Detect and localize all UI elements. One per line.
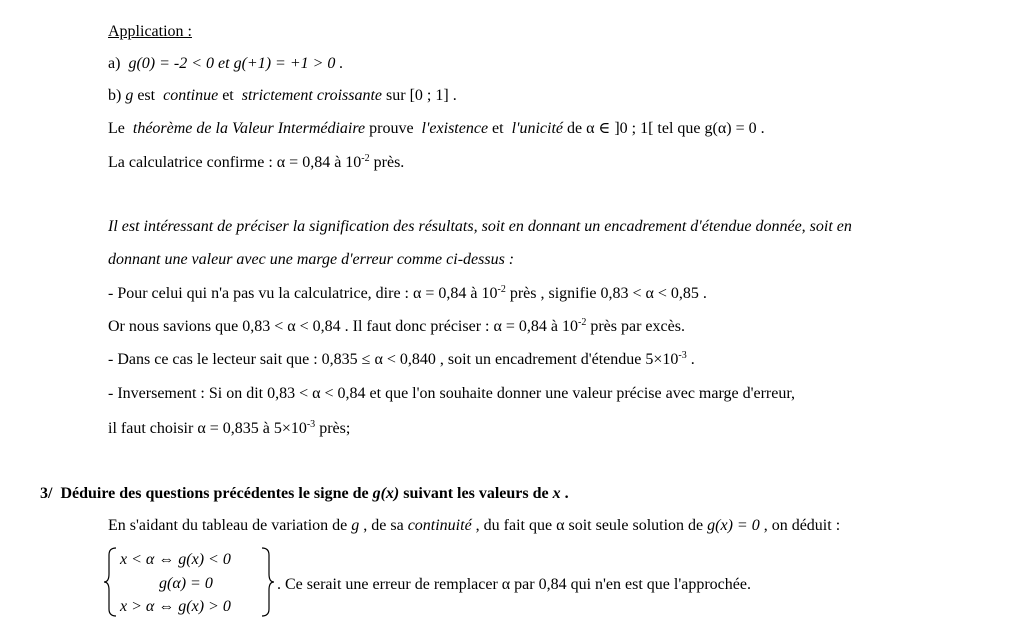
question-number: 3/ [40, 485, 53, 502]
item-b-g: g [125, 87, 134, 104]
deduce-continuite: continuité [407, 517, 472, 534]
commentary-line-2: donnant une valeur avec une marge d'erreur comme ci-dessus : [108, 251, 515, 268]
item-b-et: et [218, 87, 238, 104]
item-b-est: est [133, 87, 160, 104]
dans-line [108, 350, 695, 370]
commentary-line-1: Il est intéressant de préciser la signification des résultats, soit en donnant un encadrement d'étendue donnée, soit en [108, 218, 852, 235]
question-text-c: . [560, 485, 569, 502]
tvi-unicite: l'unicité [511, 120, 563, 137]
or-exponent: -2 [577, 317, 587, 328]
or-after: près par excès. [586, 318, 685, 335]
tvi-et: et [488, 120, 508, 137]
right-brace [262, 548, 274, 616]
tvi-rest: de α ∈ ]0 ; 1[ tel que g(α) = 0 . [563, 120, 765, 137]
tvi-theoreme: théorème de la Valeur Intermédiaire [132, 120, 366, 137]
choisir-exponent: -3 [306, 419, 316, 430]
dans-after: . [686, 351, 695, 368]
system-line-3: x > α ⇔ g(x) > 0 [120, 598, 231, 615]
tvi-le: Le [108, 120, 129, 137]
dans-text: - Dans ce cas le lecteur sait que : 0,835 ≤ α < 0,840 , soit un encadrement d'étendue 5×10 [108, 351, 679, 368]
tvi-line [108, 119, 765, 139]
question-text-b: suivant les valeurs de [399, 485, 553, 502]
deduce-gx: g(x) = 0 [707, 517, 760, 534]
inversement-line: - Inversement : Si on dit 0,83 < α < 0,84 et que l'on souhaite donner une valeur précise avec marge d'erreur, [108, 385, 796, 402]
equivalence-system [104, 546, 284, 618]
system-line-2: g(α) = 0 [159, 575, 213, 592]
tvi-existence: l'existence [421, 120, 489, 137]
question-x: x [552, 485, 561, 502]
item-b [108, 86, 457, 106]
deduce-line [108, 516, 840, 536]
calc-text: La calculatrice confirme : α = 0,84 à 10 [108, 154, 362, 171]
deduce-d: , on déduit : [759, 517, 841, 534]
item-b-strict: strictement croissante [241, 87, 383, 104]
item-b-label: b) [108, 87, 122, 104]
choisir-text: il faut choisir α = 0,835 à 5×10 [108, 420, 307, 437]
pour-exponent: -2 [497, 284, 506, 295]
choisir-after: près; [315, 420, 351, 437]
question-text-a: Déduire des questions précédentes le signe de [60, 485, 373, 502]
item-a-label: a) [108, 55, 121, 72]
left-brace [104, 548, 116, 616]
or-text: Or nous savions que 0,83 < α < 0,84 . Il faut donc préciser : α = 0,84 à 10 [108, 318, 578, 335]
system-conclusion: . Ce serait une erreur de remplacer α par 0,84 qui n'en est que l'approchée. [277, 576, 751, 593]
calc-line [108, 153, 404, 173]
pour-line [108, 284, 707, 304]
question-3-heading [40, 484, 569, 504]
deduce-a: En s'aidant du tableau de variation de [108, 517, 352, 534]
or-line [108, 317, 685, 337]
item-a [108, 54, 343, 74]
item-b-sur: sur [0 ; 1] . [382, 87, 457, 104]
question-gx: g(x) [372, 485, 400, 502]
deduce-b: , de sa [359, 517, 408, 534]
deduce-c: , du fait que α soit seule solution de [471, 517, 708, 534]
calc-exponent: -2 [361, 153, 370, 164]
system-line-1: x < α ⇔ g(x) < 0 [120, 551, 231, 568]
pour-after: près , signifie 0,83 < α < 0,85 . [505, 285, 707, 302]
pour-text: - Pour celui qui n'a pas vu la calculatrice, dire : α = 0,84 à 10 [108, 285, 498, 302]
deduce-g: g [351, 517, 360, 534]
application-heading: Application : [108, 23, 192, 40]
item-b-continue: continue [163, 87, 219, 104]
dans-exponent: -3 [678, 350, 687, 361]
item-a-text: g(0) = -2 < 0 et g(+1) = +1 > 0 . [128, 55, 344, 72]
calc-after: près. [369, 154, 405, 171]
tvi-prouve: prouve [365, 120, 418, 137]
choisir-line [108, 419, 350, 439]
